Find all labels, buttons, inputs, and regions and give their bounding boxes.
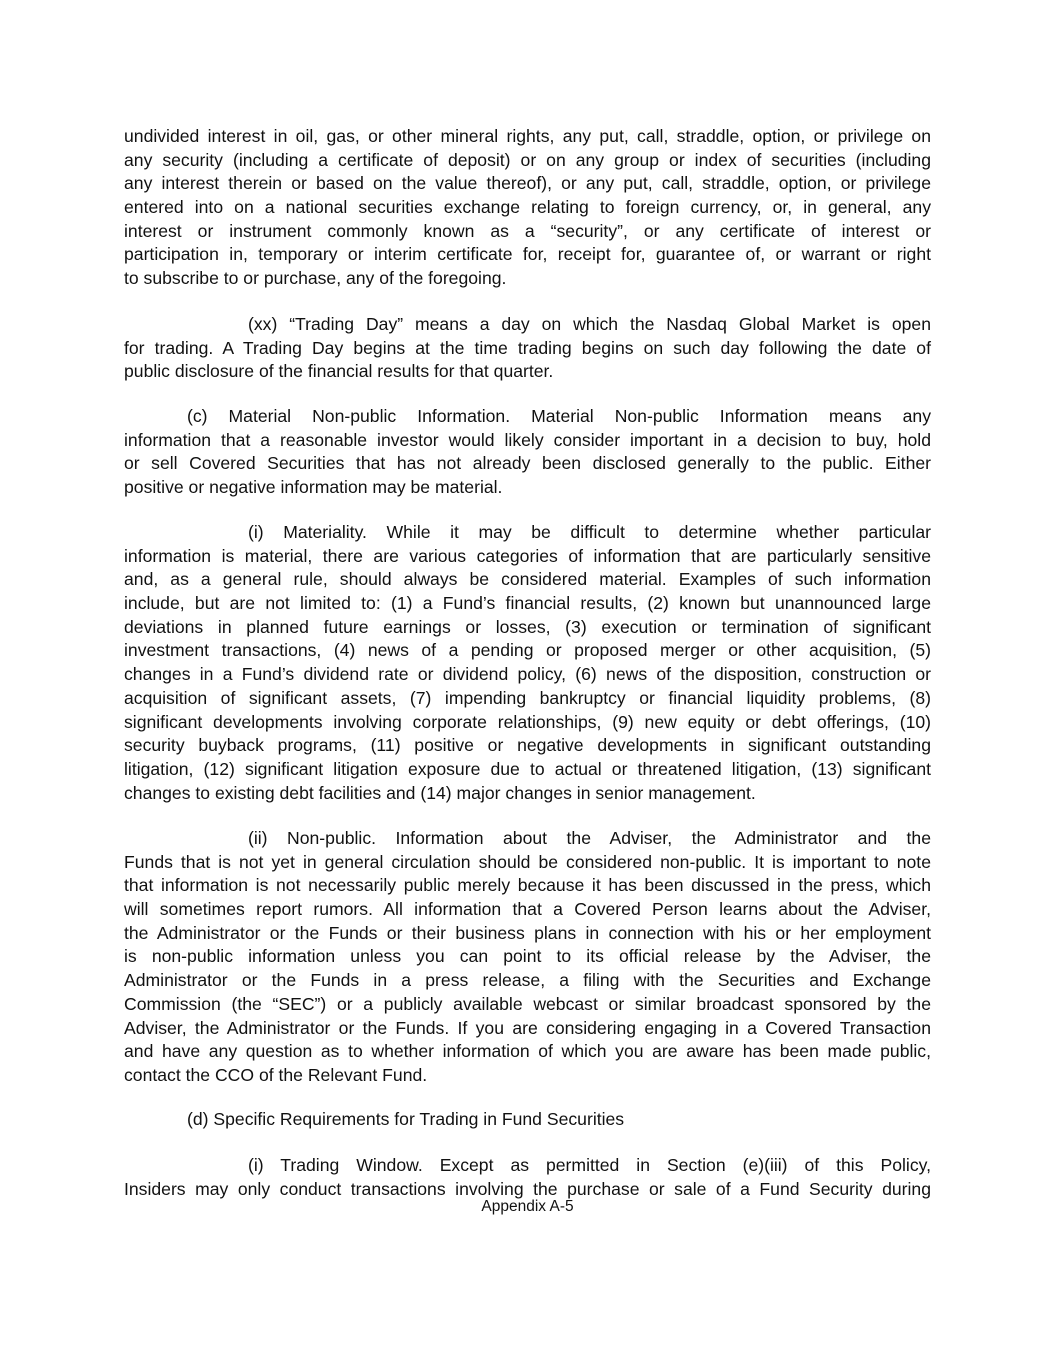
text-line: information is material, there are various categories of information that are particularly sensitive: [124, 545, 931, 566]
text-line: Commission (the “SEC”) or a publicly available webcast or similar broadcast sponsored by the: [124, 993, 931, 1014]
section-heading-specific-requirements: [124, 1108, 931, 1132]
text-line: any security (including a certificate of deposit) or on any group or index of securities (including: [124, 149, 931, 170]
text-line: security buyback programs, (11) positive or negative developments in significant outstanding: [124, 735, 931, 756]
text-line: or sell Covered Securities that has not already been disclosed generally to the public. Either: [124, 453, 931, 474]
text-line: that information is not necessarily public merely because it has been discussed in the press, which: [124, 875, 931, 896]
paragraph-material-nonpublic-information: [124, 405, 931, 500]
text-line: (xx) “Trading Day” means a day on which the Nasdaq Global Market is open: [248, 314, 931, 334]
text-line: deviations in planned future earnings or losses, (3) execution or termination of significant: [124, 616, 931, 637]
paragraph-trading-window: [124, 1154, 931, 1201]
text-line: for trading. A Trading Day begins at the time trading begins on such day following the date of: [124, 337, 931, 358]
paragraph-trading-day: [124, 313, 931, 384]
text-line: significant developments involving corporate relationships, (9) new equity or debt offerings, (10): [124, 711, 931, 732]
text-line: undivided interest in oil, gas, or other mineral rights, any put, call, straddle, option, or privilege on: [124, 126, 931, 146]
section-heading-line: (d) Specific Requirements for Trading in Fund Securities: [187, 1109, 625, 1129]
text-line: changes in a Fund’s dividend rate or dividend policy, (6) news of the disposition, construction or: [124, 664, 931, 685]
text-line: (i) Trading Window. Except as permitted in Section (e)(iii) of this Policy,: [248, 1155, 931, 1175]
text-line: participation in, temporary or interim certificate for, receipt for, guarantee of, or warrant or right: [124, 244, 931, 265]
paragraph-materiality: [124, 521, 931, 805]
page-footer: Appendix A-5: [481, 1198, 574, 1215]
text-line: Adviser, the Administrator or the Funds. If you are considering engaging in a Covered Transaction: [124, 1017, 931, 1038]
text-line: contact the CCO of the Relevant Fund.: [124, 1064, 428, 1085]
text-line: include, but are not limited to: (1) a Fund’s financial results, (2) known but unannounced large: [124, 593, 931, 614]
text-line: (i) Materiality. While it may be difficult to determine whether particular: [248, 522, 931, 542]
text-line: Insiders may only conduct transactions involving the purchase or sale of a Fund Security during: [124, 1178, 931, 1199]
text-line: entered into on a national securities exchange relating to foreign currency, or, in general, any: [124, 197, 931, 218]
text-line: any interest therein or based on the value thereof), or any put, call, straddle, option, or privilege: [124, 173, 931, 194]
text-line: Administrator or the Funds in a press release, a filing with the Securities and Exchange: [124, 970, 931, 991]
text-line: litigation, (12) significant litigation exposure due to actual or threatened litigation, (13) significant: [124, 758, 931, 779]
text-line: is non-public information unless you can point to its official release by the Adviser, the: [124, 946, 931, 967]
text-line: information that a reasonable investor would likely consider important in a decision to buy, hold: [124, 429, 931, 450]
text-line: positive or negative information may be material.: [124, 477, 503, 498]
text-line: and, as a general rule, should always be considered material. Examples of such information: [124, 569, 931, 590]
text-line: acquisition of significant assets, (7) impending bankruptcy or financial liquidity problems, (8): [124, 687, 931, 708]
text-line: to subscribe to or purchase, any of the foregoing.: [124, 268, 507, 289]
text-line: (ii) Non-public. Information about the Adviser, the Administrator and the: [248, 828, 931, 848]
paragraph-non-public: [124, 827, 931, 1088]
text-line: public disclosure of the financial results for that quarter.: [124, 361, 554, 382]
text-line: and have any question as to whether information of which you are aware has been made public,: [124, 1041, 931, 1062]
text-line: investment transactions, (4) news of a pending or proposed merger or other acquisition, (5): [124, 640, 931, 661]
text-line: Funds that is not yet in general circulation should be considered non-public. It is important to note: [124, 851, 931, 872]
text-line: interest or instrument commonly known as a “security”, or any certificate of interest or: [124, 220, 931, 241]
section-heading-line: (c) Material Non-public Information. Material Non-public Information means any: [187, 406, 931, 426]
paragraph-security-definition-continued: [124, 125, 931, 291]
text-line: will sometimes report rumors. All information that a Covered Person learns about the Adviser,: [124, 899, 931, 920]
text-line: the Administrator or the Funds or their business plans in connection with his or her employment: [124, 922, 931, 943]
text-line: changes to existing debt facilities and (14) major changes in senior management.: [124, 782, 756, 803]
